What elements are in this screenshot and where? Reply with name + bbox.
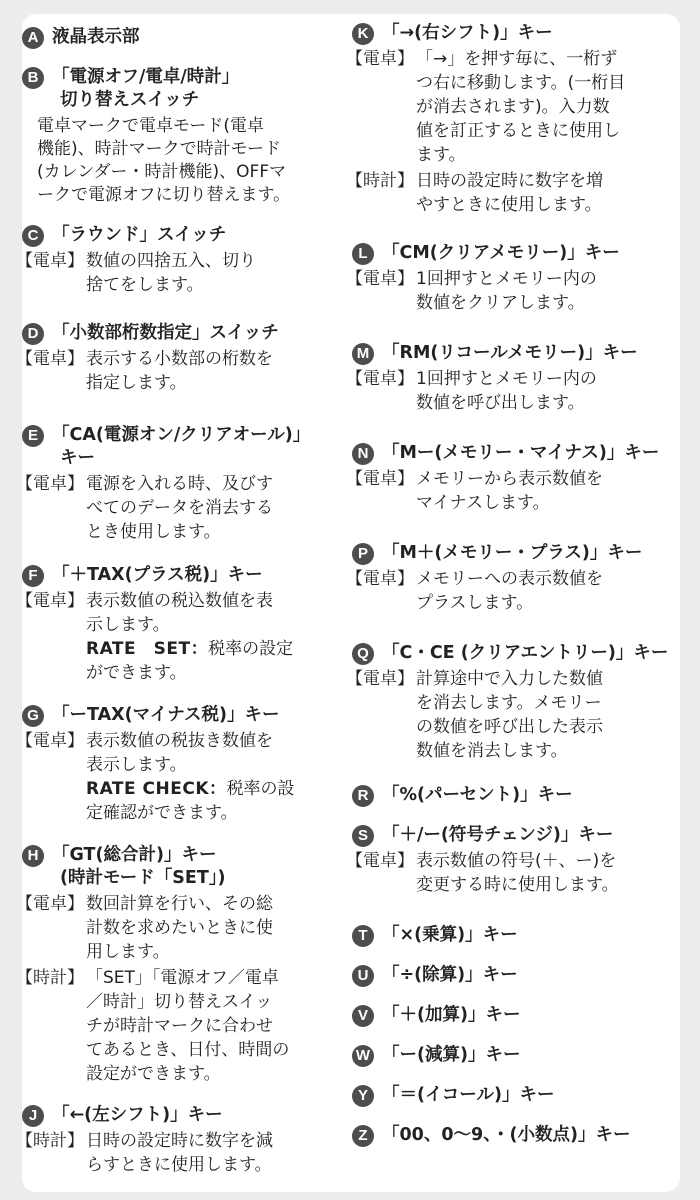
section-heading: C 「ラウンド」スイッチ [22, 224, 347, 247]
badge-l: L [352, 243, 374, 265]
section-a [22, 26, 347, 49]
section-r [352, 784, 682, 807]
section-v [352, 1004, 682, 1027]
section-n [346, 442, 682, 515]
entry-tag: 【電卓】 [16, 349, 84, 369]
section-heading: Z 「00、0〜9、・(小数点)」キー [352, 1124, 682, 1147]
section-heading: N 「Mー(メモリー・マイナス)」キー [352, 442, 682, 465]
entry-dentaku: 【電卓】 表示数値の税抜き数値を 表示します。 RATE CHECK：税率の設 定確認ができます。 [22, 729, 347, 825]
badge-e: E [22, 425, 44, 447]
badge-m: M [352, 343, 374, 365]
entry-tag: 【電卓】 [346, 669, 414, 689]
section-k [346, 22, 682, 217]
entry-tag: 【電卓】 [16, 894, 84, 914]
entry-tag: 【電卓】 [16, 591, 84, 611]
section-c [16, 224, 347, 297]
section-heading: W 「ー(減算)」キー [352, 1044, 682, 1067]
section-s [346, 824, 682, 897]
badge-p: P [352, 543, 374, 565]
section-q [346, 642, 682, 763]
entry-tag: 【電卓】 [16, 251, 84, 271]
section-heading: H 「GT(総合計)」キー (時計モード「SET」) [22, 844, 347, 890]
section-u [352, 964, 682, 987]
section-p [346, 542, 682, 615]
entry-tag: 【時計】 [16, 968, 84, 988]
entry-dentaku: 【電卓】 メモリーから表示数値を マイナスします。 [346, 469, 603, 513]
section-g [16, 704, 347, 825]
entry-dentaku: 【電卓】 数値の四捨五入、切り 捨てをします。 [16, 251, 256, 295]
badge-a: A [22, 27, 44, 49]
badge-n: N [352, 443, 374, 465]
section-heading: D 「小数部桁数指定」スイッチ [22, 322, 347, 345]
section-l [346, 242, 682, 315]
badge-u: U [352, 965, 374, 987]
section-heading: F 「＋TAX(プラス税)」キー [22, 564, 347, 587]
entry-tag: 【電卓】 [346, 469, 414, 489]
entry-dentaku: 【電卓】 メモリーへの表示数値を プラスします。 [346, 569, 603, 613]
entry-tag: 【電卓】 [346, 369, 414, 389]
entry-tag: 【電卓】 [16, 474, 84, 494]
entry-tokei: 【時計】 日時の設定時に数字を増 やすときに使用します。 [346, 171, 603, 215]
badge-g: G [22, 705, 44, 727]
section-heading: Q 「C・CE (クリアエントリー)」キー [352, 642, 682, 665]
entry-tag: 【時計】 [346, 171, 414, 191]
entry-tag: 【電卓】 [346, 569, 414, 589]
section-w [352, 1044, 682, 1067]
section-j [16, 1104, 347, 1177]
badge-z: Z [352, 1125, 374, 1147]
badge-h: H [22, 845, 44, 867]
entry-tag: 【電卓】 [16, 731, 84, 751]
entry-dentaku: 【電卓】 計算途中で入力した数値 を消去します。メモリー の数値を呼び出した表示 数値を消去します。 [346, 669, 603, 761]
entry-dentaku: 【電卓】 1回押すとメモリー内の 数値を呼び出します。 [346, 369, 597, 413]
entry-dentaku: 【電卓】 表示する小数部の桁数を 指定します。 [16, 349, 273, 393]
badge-w: W [352, 1045, 374, 1067]
manual-card [16, 14, 680, 1192]
section-y [352, 1084, 682, 1107]
entry-dentaku: 【電卓】 1回押すとメモリー内の 数値をクリアします。 [346, 269, 597, 313]
section-heading: G 「ーTAX(マイナス税)」キー [22, 704, 347, 727]
badge-q: Q [352, 643, 374, 665]
badge-d: D [22, 323, 44, 345]
section-t [352, 924, 682, 947]
section-heading: U 「÷(除算)」キー [352, 964, 682, 987]
entry-tokei: 【時計】 日時の設定時に数字を減 らすときに使用します。 [16, 1131, 273, 1175]
section-b [22, 66, 347, 207]
section-m [346, 342, 682, 415]
rate-set-line: RATE SET：税率の設定 [86, 639, 294, 659]
section-heading: P 「M＋(メモリー・プラス)」キー [352, 542, 682, 565]
section-heading: Y 「＝(イコール)」キー [352, 1084, 682, 1107]
section-heading: L 「CM(クリアメモリー)」キー [352, 242, 682, 265]
section-d [16, 322, 347, 395]
entry-dentaku: 【電卓】 表示数値の税込数値を表 示します。 RATE SET：税率の設定 ができます。 [22, 589, 347, 685]
section-heading: J 「←(左シフト)」キー [22, 1104, 347, 1127]
section-heading: E 「CA(電源オン/クリアオール)」 キー [22, 424, 347, 470]
badge-y: Y [352, 1085, 374, 1107]
entry-dentaku: 【電卓】 表示数値の符号(＋、ー)を 変更する時に使用します。 [346, 851, 619, 895]
entry-dentaku: 【電卓】 数回計算を行い、その総 計数を求めたいときに使 用します。 [16, 894, 273, 962]
entry-tokei: 【時計】 「SET」「電源オフ／電卓 ／時計」切り替えスイッ チが時計マークに合わせ てあるとき、日付、時間の 設定ができます。 [16, 968, 290, 1084]
section-heading: K 「→(右シフト)」キー [352, 22, 682, 45]
entry-tag: 【電卓】 [346, 851, 414, 871]
entry-tag: 【電卓】 [346, 269, 414, 289]
badge-r: R [352, 785, 374, 807]
section-heading: M 「RM(リコールメモリー)」キー [352, 342, 682, 365]
badge-c: C [22, 225, 44, 247]
section-description: 電卓マークで電卓モード(電卓 機能)、時計マークで時計モード (カレンダー・時計機能)、OFFマ ークで電源オフに切り替えます。 [37, 116, 291, 205]
badge-j: J [22, 1105, 44, 1127]
section-heading: S 「＋/ー(符号チェンジ)」キー [352, 824, 682, 847]
badge-b: B [22, 67, 44, 89]
rate-check-line: RATE CHECK：税率の設 [86, 779, 295, 799]
badge-f: F [22, 565, 44, 587]
section-heading: R 「%(パーセント)」キー [352, 784, 682, 807]
entry-tag: 【電卓】 [346, 49, 414, 69]
section-f [16, 564, 347, 685]
entry-tag: 【時計】 [16, 1131, 84, 1151]
entry-dentaku: 【電卓】 電源を入れる時、及びす べてのデータを消去する とき使用します。 [16, 474, 273, 542]
section-heading: T 「×(乗算)」キー [352, 924, 682, 947]
section-h [16, 844, 347, 1086]
section-heading: B 「電源オフ/電卓/時計」 切り替えスイッチ [22, 66, 347, 112]
badge-v: V [352, 1005, 374, 1027]
section-heading: A 液晶表示部 [22, 26, 347, 49]
badge-k: K [352, 23, 374, 45]
badge-s: S [352, 825, 374, 847]
badge-t: T [352, 925, 374, 947]
entry-dentaku: 【電卓】 「→」を押す毎に、一桁ず つ右に移動します。(一桁目 が消去されます)。入力数 値を訂正するときに使用し ます。 [346, 49, 626, 165]
section-heading: V 「＋(加算)」キー [352, 1004, 682, 1027]
section-z [352, 1124, 682, 1147]
section-e [16, 424, 347, 544]
